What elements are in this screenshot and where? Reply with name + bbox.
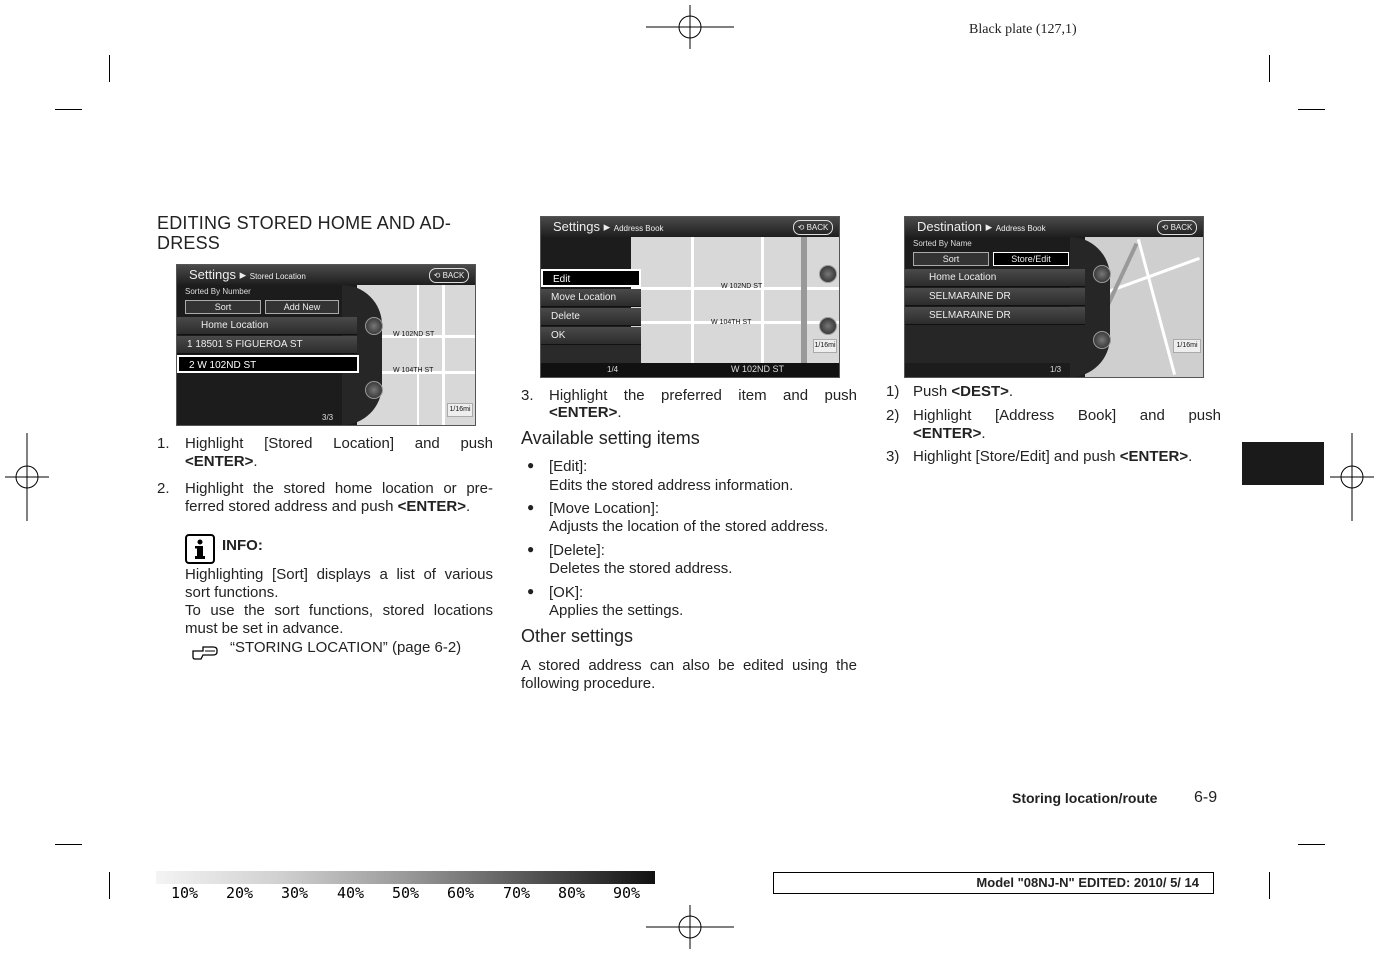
menu-item-move-location[interactable]: Move Location: [541, 289, 641, 307]
screen-destination-address-book: [904, 216, 1204, 378]
map-label: W 102ND ST: [393, 331, 435, 338]
menu-item-ok[interactable]: OK: [541, 327, 641, 345]
back-button[interactable]: ⟲ BACK: [1157, 220, 1197, 235]
map-label: W 104TH ST: [393, 367, 434, 374]
footer-section: Storing location/route: [1012, 790, 1158, 806]
info-icon: [185, 534, 215, 564]
map-button[interactable]: [819, 265, 837, 283]
section-title: EDITING STORED HOME AND AD- DRESS: [157, 213, 452, 253]
sorted-by-label: Sorted By Name: [913, 239, 972, 248]
reference-hand-icon: [191, 641, 219, 661]
title-bar: Destination ▸ Address Book ⟲ BACK: [905, 217, 1203, 237]
back-button[interactable]: ⟲ BACK: [793, 220, 833, 235]
bullet-term: [Delete]:: [549, 542, 605, 559]
menu-item-edit[interactable]: Edit: [541, 269, 641, 287]
tone-scale-bar: [156, 871, 655, 884]
step-number: 2.: [157, 480, 170, 497]
screen-stored-location: [176, 264, 476, 426]
page-indicator: 3/3: [322, 413, 334, 422]
registration-mark-bottom: [646, 905, 734, 949]
step-key: <ENTER>.: [549, 404, 622, 421]
map-label: W 102ND ST: [721, 283, 763, 290]
step-text: Highlight [Store/Edit] and push <ENTER>.: [913, 448, 1193, 465]
registration-mark-left: [5, 433, 49, 521]
step-text: Highlight [Address Book] and push: [913, 407, 1221, 424]
sort-button[interactable]: Sort: [185, 300, 261, 314]
step-text: Highlight the preferred item and push: [549, 387, 857, 404]
reference-link[interactable]: “STORING LOCATION” (page 6-2): [230, 639, 462, 656]
registration-mark-right: [1330, 433, 1374, 521]
status-bar: [541, 363, 839, 377]
screen-title: Settings: [189, 267, 236, 282]
list-item[interactable]: SELMARAINE DR: [905, 288, 1085, 306]
plate-label: Black plate (127,1): [969, 22, 1077, 37]
breadcrumb: Address Book: [613, 224, 664, 233]
info-label: INFO:: [222, 537, 263, 554]
store-edit-button[interactable]: Store/Edit: [993, 252, 1069, 266]
registration-mark-top: [646, 5, 734, 49]
bullet-desc: Adjusts the location of the stored address.: [549, 518, 829, 535]
step-number: 2): [886, 407, 900, 424]
scale-indicator: 1/16mi: [447, 403, 473, 417]
info-text: Highlighting [Sort] displays a list of various sort functions. To use the sort functions, stored locations must be set in advance.: [185, 566, 493, 637]
list-item[interactable]: SELMARAINE DR: [905, 307, 1085, 325]
model-edited-box: Model "08NJ-N" EDITED: 2010/ 5/ 14: [773, 872, 1214, 894]
add-new-button[interactable]: Add New: [265, 300, 339, 314]
page-indicator: 1/4: [607, 365, 619, 374]
menu-item-delete[interactable]: Delete: [541, 308, 641, 326]
step-number: 1): [886, 383, 900, 400]
title-bar: Settings ▸ Stored Location ⟲ BACK: [177, 265, 475, 285]
other-text: A stored address can also be edited using the following procedure.: [521, 657, 857, 692]
step-text: Push <DEST>.: [913, 383, 1014, 400]
list-item-home-location[interactable]: Home Location: [905, 269, 1085, 287]
scroll-up-button[interactable]: [365, 317, 383, 335]
scale-indicator: 1/16mi: [1173, 339, 1201, 353]
back-button[interactable]: ⟲ BACK: [429, 268, 469, 283]
breadcrumb: Address Book: [995, 224, 1046, 233]
available-heading: Available setting items: [521, 428, 700, 448]
scroll-up-button[interactable]: [1093, 265, 1111, 283]
screen-title: Destination: [917, 219, 983, 234]
map-area: [631, 237, 839, 377]
step-key: <ENTER>.: [913, 425, 986, 442]
title-bar: Settings ▸ Address Book ⟲ BACK: [541, 217, 839, 237]
step-number: 3.: [521, 387, 534, 404]
screen-address-book-menu: [540, 216, 840, 378]
step-key: <ENTER>.: [185, 453, 258, 470]
bullet-term: [Move Location]:: [549, 500, 660, 517]
bullet-desc: Applies the settings.: [549, 602, 684, 619]
step-number: 1.: [157, 435, 170, 452]
step-text: Highlight [Stored Location] and push: [185, 435, 493, 452]
map-button[interactable]: [819, 317, 837, 335]
list-item-selected[interactable]: 2 W 102ND ST: [177, 355, 359, 373]
bullet-term: [Edit]:: [549, 458, 588, 475]
list-item-home-location[interactable]: Home Location: [177, 317, 357, 335]
screen-title: Settings: [553, 219, 600, 234]
list-item[interactable]: 1 18501 S FIGUEROA ST: [177, 336, 357, 354]
breadcrumb: Stored Location: [249, 272, 306, 281]
page-number: 6-9: [1194, 789, 1218, 806]
step-text: ferred stored address and push <ENTER>.: [185, 498, 471, 515]
step-text: Highlight the stored home location or pre-: [185, 480, 493, 497]
step-number: 3): [886, 448, 900, 465]
sorted-by-label: Sorted By Number: [185, 287, 251, 296]
map-label: W 104TH ST: [711, 319, 752, 326]
other-heading: Other settings: [521, 626, 634, 646]
scale-indicator: 1/16mi: [813, 339, 837, 353]
page-indicator: 1/3: [1050, 365, 1062, 374]
street-name: W 102ND ST: [731, 364, 785, 374]
bullet-term: [OK]:: [549, 584, 584, 601]
bullet-desc: Deletes the stored address.: [549, 560, 733, 577]
sort-button[interactable]: Sort: [913, 252, 989, 266]
scroll-down-button[interactable]: [1093, 331, 1111, 349]
scroll-down-button[interactable]: [365, 381, 383, 399]
chapter-tab: [1242, 442, 1324, 485]
bullet-desc: Edits the stored address information.: [549, 477, 794, 494]
